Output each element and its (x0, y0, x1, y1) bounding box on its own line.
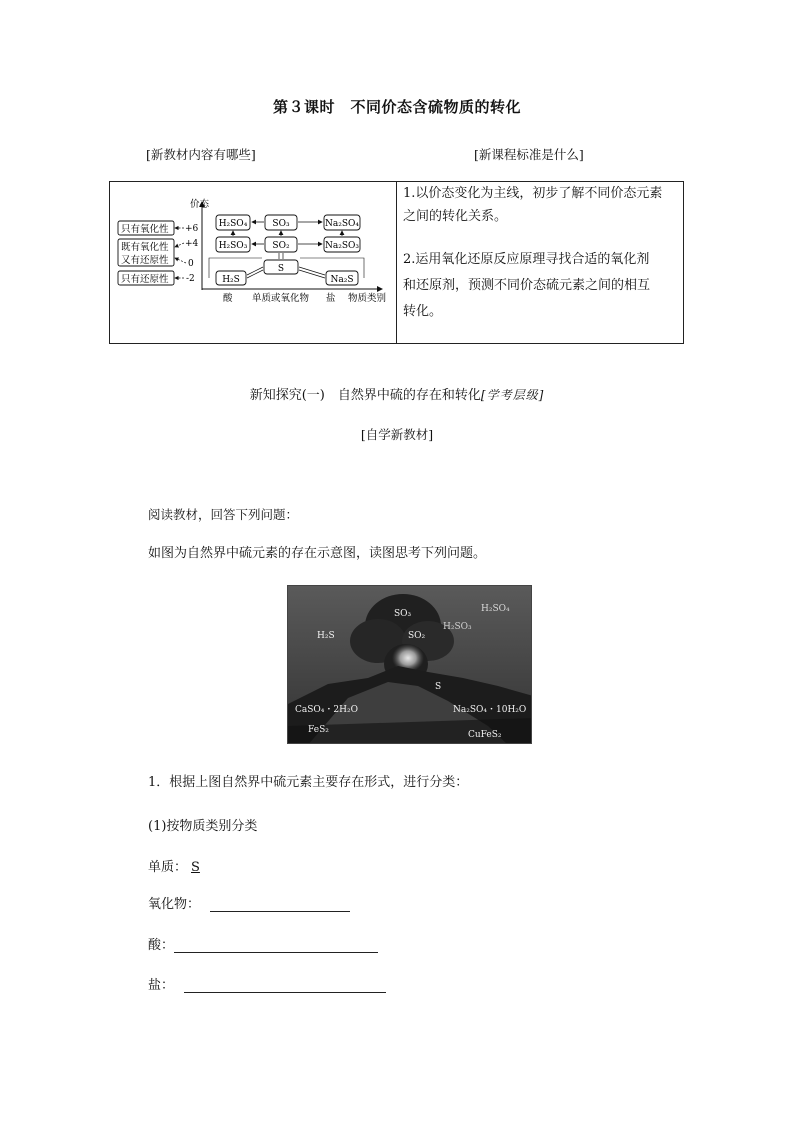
valence-plus6: +6 (185, 224, 199, 234)
standard-line-4: 和还原剂，预测不同价态硫元素之间的相互 (403, 278, 651, 293)
species-na2so3: Na₂SO₃ (324, 241, 360, 251)
photo-label-cufes2: CuFeS₂ (468, 730, 502, 740)
fill-oxide-label: 氧化物： (148, 897, 201, 912)
standard-line-3: 2.运用氧化还原反应原理寻找合适的氧化剂 (403, 252, 650, 267)
category-salt: 盐 (326, 293, 336, 304)
fill-simple-row (148, 856, 200, 875)
species-h2s: H₂S (222, 275, 240, 285)
table-divider (396, 182, 397, 343)
property-oxidizing: 只有氧化性 (121, 224, 169, 235)
left-heading: [新教材内容有哪些] (146, 147, 256, 162)
page-title: 第３课时 不同价态含硫物质的转化 (272, 98, 521, 116)
question-1: 1．根据上图自然界中硫元素主要存在形式，进行分类： (148, 775, 469, 790)
valence-diagram (112, 188, 394, 340)
standard-line-2: 之间的转化关系。 (403, 209, 508, 224)
fill-acid-row (148, 934, 378, 953)
intro-text: 如图为自然界中硫元素的存在示意图，读图思考下列问题。 (148, 546, 487, 561)
fill-simple-answer: S (191, 860, 200, 875)
fill-acid-label: 酸： (148, 938, 175, 953)
species-so3: SO₃ (272, 219, 290, 229)
right-heading: [新课程标准是什么] (474, 147, 584, 162)
standard-line-1: 1.以价态变化为主线，初步了解不同价态元素 (403, 186, 663, 201)
section-title (0, 384, 794, 403)
fill-salt-row (148, 974, 386, 993)
volcano-photo (287, 585, 532, 744)
volcano-image (288, 586, 532, 744)
instruction: 阅读教材，回答下列问题： (148, 507, 299, 522)
species-na2s: Na₂S (330, 275, 354, 285)
species-h2so4: H₂SO₄ (218, 219, 248, 229)
section-title-text: 新知探究(一) 自然界中硫的存在和转化 (249, 388, 481, 403)
salt-blank[interactable] (184, 978, 386, 993)
property-reducing: 只有还原性 (121, 274, 169, 285)
fill-oxide-row (148, 893, 350, 912)
x-axis-label: 物质类别 (348, 293, 387, 304)
property-both-1: 既有氧化性 (121, 242, 169, 253)
photo-label-so2: SO₂ (408, 631, 426, 641)
axis-label: 价态 (190, 199, 210, 210)
valence-plus4: +4 (185, 239, 199, 249)
section-level: [学考层级] (480, 388, 545, 402)
photo-label-fes2: FeS₂ (308, 725, 329, 735)
property-both-2: 又有还原性 (121, 255, 169, 266)
photo-label-s: S (435, 682, 442, 692)
category-acid: 酸 (223, 293, 233, 304)
fill-salt-label: 盐： (148, 978, 175, 993)
oxide-blank[interactable] (210, 897, 350, 912)
photo-label-na2so4: Na₂SO₄・10H₂O (453, 705, 527, 715)
acid-blank[interactable] (174, 938, 378, 953)
subsection-title: [自学新教材] (360, 427, 434, 442)
photo-label-h2so4: H₂SO₄ (481, 604, 510, 614)
species-s: S (277, 264, 285, 274)
standard-line-5: 转化。 (403, 304, 443, 319)
photo-label-caso4: CaSO₄・2H₂O (295, 705, 358, 715)
species-h2so3: H₂SO₃ (218, 241, 248, 251)
species-na2so4: Na₂SO₄ (324, 219, 360, 229)
category-simple-oxide: 单质或氧化物 (252, 293, 310, 304)
photo-label-h2so3: H₂SO₃ (443, 622, 472, 632)
photo-label-so3: SO₃ (394, 609, 412, 619)
species-so2: SO₂ (272, 241, 290, 251)
question-1-part-1: (1)按物质类别分类 (148, 819, 258, 834)
photo-label-h2s: H₂S (317, 631, 335, 641)
valence-minus2: -2 (186, 274, 195, 284)
valence-zero: 0 (188, 259, 194, 269)
fill-simple-label: 单质： (148, 860, 188, 875)
